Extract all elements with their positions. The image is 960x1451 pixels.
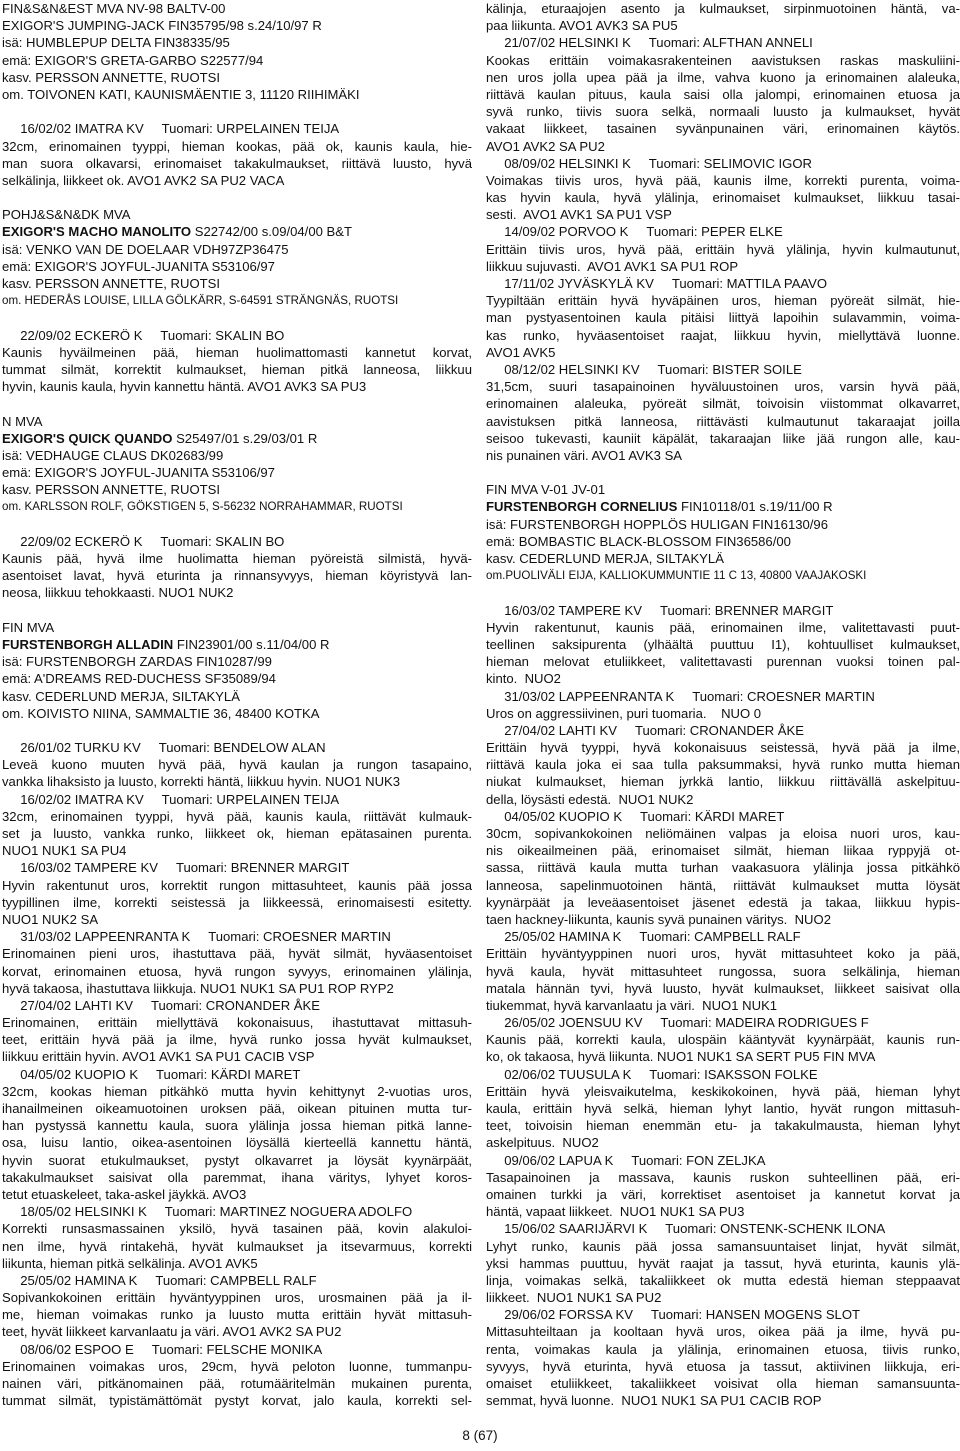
text-line: om. KARLSSON ROLF, GÖKSTIGEN 5, S-56232 NORRAHAMMAR, RUOTSI	[2, 500, 403, 514]
text-line: teet, toivoisin hieman enemmän etu- ja takakulmausta, hieman lyhyt	[486, 1118, 960, 1134]
text-line: sesti. AVO1 AVK1 SA PU1 VSP	[486, 207, 672, 223]
text-line: ko, ok takaosa, hyvä liikunta. NUO1 NUK1 SA SERT PU5 FIN MVA	[486, 1049, 876, 1065]
text-line: EXIGOR'S JUMPING-JACK FIN35795/98 s.24/10/97 R	[2, 18, 322, 34]
text-line: Hyvin rakentunut, kaunis pää, erinomainen ilme, valitettavasti puut-	[486, 619, 960, 635]
text-line: omainen turkki ja väri, korrektiset asentoiset ja kannetut korvat ja	[486, 1186, 960, 1202]
text-line: om. TOIVONEN KATI, KAUNISMÄENTIE 3, 11120 RIIHIMÄKI	[2, 86, 360, 102]
text-line: 22/09/02 ECKERÖ K Tuomari: SKALIN BO	[2, 327, 285, 343]
text-line: 26/01/02 TURKU KV Tuomari: BENDELOW ALAN	[2, 740, 326, 756]
text-line: Erittäin tiivis uros, hyvä pää, erittäin hyvä ylälinja, hyvin kulmautunut,	[486, 241, 960, 257]
text-line: 16/03/02 TAMPERE KV Tuomari: BRENNER MARGIT	[486, 602, 834, 618]
text-line: man pystyasentoinen kaula pitäisi liittyä lapoihin sulavammin, voima-	[486, 310, 960, 326]
text-line: Kaunis hyväilmeinen pää, hieman huolimattomasti kannetut korvat,	[2, 344, 472, 360]
left-column	[2, 0, 472, 1409]
text-line: Erittäin hyvä tyyppi, hyvä kokonaisuus seistessä, hyvä pää ja ilme,	[486, 740, 960, 756]
text-line: kas runko, hyväasentoiset raajat, liikkuu hyvin, miellyttävä luonne.	[486, 327, 960, 343]
text-line: om. HEDERÅS LOUISE, LILLA GÖLKÄRR, S-64591 STRÄNGNÄS, RUOTSI	[2, 294, 399, 308]
text-line: tetut etuaskeleet, taka-askel jäykkä. AVO3	[2, 1186, 247, 1202]
spacer	[2, 395, 472, 412]
spacer	[486, 584, 960, 601]
text-line: 26/05/02 JOENSUU KV Tuomari: MADEIRA RODRIGUES F	[486, 1015, 869, 1031]
text-line: kälinja, eturaajojen asento ja kulmaukset, sirpinmuotoinen häntä, va-	[486, 1, 960, 16]
text-line: FIN&S&N&EST MVA NV-98 BALTV-00	[2, 1, 226, 16]
text-line: teet, hyvät liikkeet karvanlaatu ja väri. AVO1 AVK2 SA PU2	[2, 1324, 342, 1340]
text-line: emä: EXIGOR'S JOYFUL-JUANITA S53106/97	[2, 465, 275, 481]
text-line: Kaunis pää, hyvä ilme huolimatta hieman pyöreistä silmistä, hyvä-	[2, 551, 472, 566]
text-line: hyvä kaula, hyvät mittasuhteet rungossa, suora selkälinja, hieman	[486, 963, 960, 979]
text-line: 08/12/02 HELSINKI KV Tuomari: BISTER SOILE	[486, 361, 802, 377]
text-line: semmat, hyvä luonne. NUO1 NUK1 SA PU1 CACIB ROP	[486, 1393, 822, 1409]
text-line: lanneosa, sapelinmuotoinen häntä, riittävät kulmaukset mutta löysät	[486, 877, 960, 893]
text-line: kas hyvin kaula, hyvä ylälinja, erinomaiset kulmaukset, liikkuu tasai-	[486, 190, 960, 206]
text-line: hieman melovat etuliikkeet, valitettavasti purennan vuoksi toinen pal-	[486, 654, 960, 670]
text-line: FIN MVA	[2, 619, 55, 635]
text-line: riittävä kaula joka ei saa tulla paksummaksi, hyvä runko mutta hieman	[486, 757, 960, 773]
text-line: 18/05/02 HELSINKI K Tuomari: MARTINEZ NOGUERA ADOLFO	[2, 1204, 413, 1220]
text-line: taen hackney-liikunta, kaunis syvä punainen väritys. NUO2	[486, 911, 831, 927]
page-number: 8 (67)	[462, 1428, 498, 1443]
text-line: 32cm, kookas hieman pitkähkö mutta hyvin kehittynyt 2-vuotias uros,	[2, 1083, 472, 1099]
text-line: hyvä takaosa, ihastuttava liikkuja. NUO1 NUK1 SA PU1 ROP RYP2	[2, 980, 394, 996]
text-line: Voimakas tiivis uros, hyvä pää, kaunis ilme, korrekti purenta, voima-	[486, 172, 960, 188]
text-line: kyynärpäät ja leveäasentoiset jäsenet edestä ja takaa, liikkuu hypis-	[486, 894, 960, 910]
text-line: selkälinja, liikkeet ok. AVO1 AVK2 SA PU2 VACA	[2, 172, 285, 188]
text-line: Leveä kuono muuten hyvä pää, hyvä kaulan ja rungon tasapaino,	[2, 757, 472, 773]
text-line: Hyvin rakentunut uros, korrektit rungon mittasuhteet, kaunis pää jossa	[2, 877, 472, 893]
text-line: 27/04/02 LAHTI KV Tuomari: CRONANDER ÅKE	[486, 722, 804, 738]
text-line: renta, voimakas kaula ja ylälinja, erinomainen etuosa, tiivis runko,	[486, 1341, 960, 1357]
spacer	[2, 722, 472, 739]
text-line: erinomainen alaleuka, pyöreät silmät, toivoisin viistommat olkavarret,	[486, 396, 960, 412]
text-line: Erittäin hyvä yleisvaikutelma, keskikokoinen, hyvä pää, hieman lyhyt	[486, 1083, 960, 1099]
text-line: kasv. CEDERLUND MERJA, SILTAKYLÄ	[486, 551, 724, 566]
text-line: Kaunis pää, korrekti kaula, ulospäin kääntyvät kyynärpäät, kaunis run-	[486, 1032, 960, 1048]
text-line: teet, erittäin hyvä pää ja ilme, hyvä runko jossa hyvät kulmaukset,	[2, 1032, 472, 1048]
text-line: 32cm, erinomainen tyyppi, hieman kookas, pää ok, kaunis kaula, hie-	[2, 138, 472, 154]
text-line: om. KOIVISTO NIINA, SAMMALTIE 36, 48400 KOTKA	[2, 705, 320, 721]
text-line: 16/02/02 IMATRA KV Tuomari: URPELAINEN TEIJA	[2, 791, 340, 807]
text-line: Erinomainen voimakas uros, 29cm, hyvä peloton luonne, tummanpu-	[2, 1358, 472, 1374]
text-line: Sopivankokoinen erittäin hyväntyyppinen uros, urosmainen pää ja il-	[2, 1290, 472, 1306]
text-line: kasv. CEDERLUND MERJA, SILTAKYLÄ	[2, 688, 240, 704]
text-line: AVO1 AVK2 SA PU2	[486, 138, 605, 154]
text-line: nis punainen väri. AVO1 AVK3 SA	[486, 447, 683, 463]
text-line: linja, voimakas selkä, takaliikkeet ok mutta edestä hieman steppaavat	[486, 1272, 960, 1288]
text-line: tummat silmät, typistämättömät pystyt korvat, jalo kaula, korrekti sel-	[2, 1393, 472, 1409]
text-line: 15/06/02 SAARIJÄRVI K Tuomari: ONSTENK-SCHENK ILONA	[486, 1221, 886, 1237]
text-line: korvat, erinomainen etuosa, hyvä rungon syvyys, erinomainen ylälinja,	[2, 963, 472, 979]
text-line: 04/05/02 KUOPIO K Tuomari: KÄRDI MARET	[486, 808, 785, 824]
text-line: kaula, erittäin hyvä selkä, hieman lyhyt lantio, hyvät rungon mittasuh-	[486, 1101, 960, 1116]
text-line: neosa, liikkuu tehokkaasti. NUO1 NUK2	[2, 585, 234, 601]
text-line: emä: A'DREAMS RED-DUCHESS SF35089/94	[2, 671, 276, 687]
text-line: Mittasuhteiltaan ja kooltaan hyvä uros, oikea pää ja ilme, hyvä pu-	[486, 1324, 960, 1340]
text-line: man suora olkavarsi, erinomaiset takakulmaukset, riittävä luusto, hyvä	[2, 155, 472, 171]
spacer	[2, 516, 472, 533]
text-line: AVO1 AVK5	[486, 344, 556, 360]
text-line: häntä, vapaat liikkeet. NUO1 NUK1 SA PU3	[486, 1204, 745, 1220]
text-line: nen uros jolla upea pää ja ilme, vahva kuono ja erinomainen alaleuka,	[486, 69, 960, 85]
text-line: hyvin, kaunis kaula, hyvin kannettu häntä. AVO1 AVK3 SA PU3	[2, 379, 367, 395]
text-line: nainen väri, pitkänomainen pää, rotumääritelmän mukainen purenta,	[2, 1376, 472, 1391]
right-column	[486, 0, 960, 1409]
text-line: liikunta, hieman pitkä selkälinja. AVO1 AVK5	[2, 1255, 258, 1271]
text-line: tiukemmat, hyvä karvanlaatu ja väri. NUO1 NUK1	[486, 997, 778, 1013]
text-line: han pystyssä kannettu kaula, suora ylälinja jossa hieman pitkä lanne-	[2, 1118, 472, 1134]
text-line: FURSTENBORGH CORNELIUS FIN10118/01 s.19/11/00 R	[486, 499, 833, 515]
text-line: om.PUOLIVÄLI EIJA, KALLIOKUMMUNTIE 11 C 13, 40800 VAAJAKOSKI	[486, 569, 867, 583]
text-line: FURSTENBORGH ALLADIN FIN23901/00 s.11/04/00 R	[2, 636, 330, 652]
text-line: Erinomainen pieni uros, ihastuttava pää, hyvät silmät, hyväasentoiset	[2, 946, 472, 962]
text-line: della, löysästi edestä. NUO1 NUK2	[486, 791, 694, 807]
text-line: NUO1 NUK1 SA PU4	[2, 843, 127, 859]
text-line: 21/07/02 HELSINKI K Tuomari: ALFTHAN ANNELI	[486, 35, 813, 51]
spacer	[2, 309, 472, 326]
text-line: FIN MVA V-01 JV-01	[486, 482, 606, 498]
text-line: takakulmaukset saisivat olla paremmat, ihana väritys, lyhyet koros-	[2, 1169, 472, 1185]
text-line: niukat kulmaukset, hieman jyrkkä lantio, liikkuu riittävällä askelpituu-	[486, 774, 960, 790]
text-line: matala hännän tyvi, hyvä luusto, hyvät kulmaukset, liikkeet saisivat olla	[486, 980, 960, 996]
text-line: 22/09/02 ECKERÖ K Tuomari: SKALIN BO	[2, 533, 285, 549]
text-line: seisoo tukevasti, kauniit käpälät, takaraajan liike jää rungon alle, kau-	[486, 430, 960, 446]
text-line: 14/09/02 PORVOO K Tuomari: PEPER ELKE	[486, 224, 783, 240]
text-line: nen ilme, hyvä rintakehä, hyvät kulmaukset ja itsevarmuus, korrekti	[2, 1238, 472, 1254]
spacer	[2, 602, 472, 619]
text-line: teellinen saksipurenta (ylhäältä puuttuu I1), kohtuulliset kulmaukset,	[486, 636, 960, 652]
text-line: vankka lihaksisto ja luusto, korrekti häntä, liikkuu hyvin. NUO1 NUK3	[2, 774, 401, 790]
text-line: Korrekti runsasmassainen yksilö, hyvä tasainen pää, kovin alakuloi-	[2, 1221, 472, 1237]
text-line: isä: HUMBLEPUP DELTA FIN38335/95	[2, 35, 230, 51]
spacer	[486, 464, 960, 481]
text-line: sassa, riittävä kaula mutta turhan vaakasuora ylälinja jossa pitkähkö	[486, 860, 960, 876]
text-line: omaiset etuliikkeet, takaliikkeet voisivat olla hieman samansuunta-	[486, 1376, 960, 1391]
text-line: Uros on aggressiivinen, puri tuomaria. NUO 0	[486, 705, 762, 721]
text-line: 16/03/02 TAMPERE KV Tuomari: BRENNER MARGIT	[2, 860, 350, 876]
text-line: kasv. PERSSON ANNETTE, RUOTSI	[2, 276, 221, 291]
text-line: Tyypiltään erittäin hyvä hyväpäinen uros, hieman pyöreät silmät, hie-	[486, 293, 960, 309]
spacer	[2, 103, 472, 120]
text-line: kinto. NUO2	[486, 671, 561, 687]
text-line: riittävä kaulan pituus, kaula saisi olla jalompi, erinomainen etuosa ja	[486, 86, 960, 102]
text-line: 08/09/02 HELSINKI K Tuomari: SELIMOVIC IGOR	[486, 155, 813, 171]
text-line: me, hieman voimakas runko ja luusto mutta erittäin hyvät mittasuh-	[2, 1307, 472, 1323]
text-line: nis oikeailmeinen pää, erinomaiset silmät, hieman liikaa ryppyjä ot-	[486, 843, 960, 859]
text-line: 16/02/02 IMATRA KV Tuomari: URPELAINEN TEIJA	[2, 121, 340, 137]
text-line: kasv. PERSSON ANNETTE, RUOTSI	[2, 482, 221, 498]
text-line: 25/05/02 HAMINA K Tuomari: CAMPBELL RALF	[486, 929, 801, 945]
spacer	[2, 189, 472, 206]
text-line: 31/03/02 LAPPEENRANTA K Tuomari: CROESNER MARTIN	[2, 929, 391, 945]
text-line: isä: VEDHAUGE CLAUS DK02683/99	[2, 447, 224, 463]
text-line: askelpituus. NUO2	[486, 1135, 599, 1151]
text-line: N MVA	[2, 413, 43, 429]
text-line: 29/06/02 FORSSA KV Tuomari: HANSEN MOGENS SLOT	[486, 1307, 861, 1323]
text-line: isä: FURSTENBORGH HOPPLÖS HULIGAN FIN16130/96	[486, 516, 828, 532]
text-line: vakaat liikkeet, tasainen syvänpunainen väri, erinomainen käytös.	[486, 121, 960, 137]
text-line: syvyys, hyvä eturinta, hyvä etuosa ja tassut, aktiivinen liikkuja, eri-	[486, 1358, 960, 1374]
text-line: NUO1 NUK2 SA	[2, 911, 99, 927]
text-line: asentoiset lavat, hyvä eturinta ja rinnansyvyys, hieman köyristyvä lan-	[2, 568, 472, 584]
text-line: POHJ&S&N&DK MVA	[2, 207, 131, 223]
text-line: kasv. PERSSON ANNETTE, RUOTSI	[2, 69, 221, 85]
text-line: aavistuksen pitkä lanneosa, riittävästi kulmautunut takaraajat joilla	[486, 413, 960, 429]
text-line: 09/06/02 LAPUA K Tuomari: FON ZELJKA	[486, 1152, 766, 1168]
text-line: 04/05/02 KUOPIO K Tuomari: KÄRDI MARET	[2, 1066, 301, 1082]
text-line: Kookas erittäin voimakasrakenteinen aavistuksen raskas maskuliini-	[486, 52, 960, 68]
text-line: yksi hammas puuttuu, hyvät raajat ja tassut, hyvä eturinta, kaunis ylä-	[486, 1255, 960, 1271]
text-line: tyypillinen ilme, korrekti seistessä ja liikkeessä, erinomaisesti esitetty.	[2, 894, 472, 910]
text-line: tummat silmät, korrektit kulmaukset, hieman pitkä lanneosa, liikkuu	[2, 361, 472, 377]
text-line: Tasapainoinen ja massava, kaunis ruskon suhteellinen pää, eri-	[486, 1169, 960, 1185]
text-line: osa, luisu lantio, oikea-asentoinen löysällä kierteellä kannettu häntä,	[2, 1135, 472, 1151]
text-line: emä: BOMBASTIC BLACK-BLOSSOM FIN36586/00	[486, 533, 791, 549]
text-line: Erinomainen, erittäin miellyttävä kokonaisuus, ihastuttavat mittasuh-	[2, 1015, 472, 1031]
text-line: isä: FURSTENBORGH ZARDAS FIN10287/99	[2, 654, 272, 670]
text-line: 30cm, sopivankokoinen neliömäinen valpas ja eloisa nuori uros, kau-	[486, 826, 960, 841]
text-line: liikkeet. NUO1 NUK1 SA PU2	[486, 1290, 662, 1306]
text-line: hyvin suorat etukulmaukset, pystyt olkavarret ja löysät kyynärpäät,	[2, 1152, 472, 1168]
text-line: ihanailmeinen oikeamuotoinen uroksen pää, oikean pituinen mutta tur-	[2, 1101, 472, 1116]
text-line: 25/05/02 HAMINA K Tuomari: CAMPBELL RALF	[2, 1272, 317, 1288]
text-line: 31/03/02 LAPPEENRANTA K Tuomari: CROESNER MARTIN	[486, 688, 875, 704]
text-line: liikkuu sujuvasti. AVO1 AVK1 SA PU1 ROP	[486, 258, 739, 274]
text-line: 02/06/02 TUUSULA K Tuomari: ISAKSSON FOLKE	[486, 1066, 818, 1082]
text-line: Erittäin hyväntyyppinen nuori uros, hyvät mittasuhteet koko ja pää,	[486, 946, 960, 962]
text-line: 08/06/02 ESPOO E Tuomari: FELSCHE MONIKA	[2, 1341, 323, 1357]
text-line: EXIGOR'S MACHO MANOLITO S22742/00 s.09/04/00 B&T	[2, 224, 352, 240]
text-line: syvä runko, tiivis suora selkä, normaali luusto ja kulmaukset, hyvät	[486, 104, 960, 120]
text-line: EXIGOR'S QUICK QUANDO S25497/01 s.29/03/01 R	[2, 430, 318, 446]
text-line: emä: EXIGOR'S GRETA-GARBO S22577/94	[2, 52, 264, 68]
text-line: set ja luusto, vankka runko, liikkeet ok, hieman epätasainen purenta.	[2, 826, 472, 841]
text-line: Lyhyt runko, kaunis pää jossa samansuuntaiset linjat, hyvät silmät,	[486, 1238, 960, 1254]
text-line: 32cm, erinomainen tyyppi, hyvä pää, kaunis kaula, riittävät kulmauk-	[2, 808, 472, 824]
text-line: 27/04/02 LAHTI KV Tuomari: CRONANDER ÅKE	[2, 997, 320, 1013]
text-line: isä: VENKO VAN DE DOELAAR VDH97ZP36475	[2, 241, 289, 257]
text-line: paa liikunta. AVO1 AVK3 SA PU5	[486, 18, 678, 34]
text-line: emä: EXIGOR'S JOYFUL-JUANITA S53106/97	[2, 258, 275, 274]
text-line: 31,5cm, suuri tasapainoinen hyväluustoinen uros, varsin hyvä pää,	[486, 379, 960, 395]
text-line: 17/11/02 JYVÄSKYLÄ KV Tuomari: MATTILA PAAVO	[486, 276, 828, 291]
text-line: liikkuu erittäin hyvin. AVO1 AVK1 SA PU1 CACIB VSP	[2, 1049, 315, 1065]
